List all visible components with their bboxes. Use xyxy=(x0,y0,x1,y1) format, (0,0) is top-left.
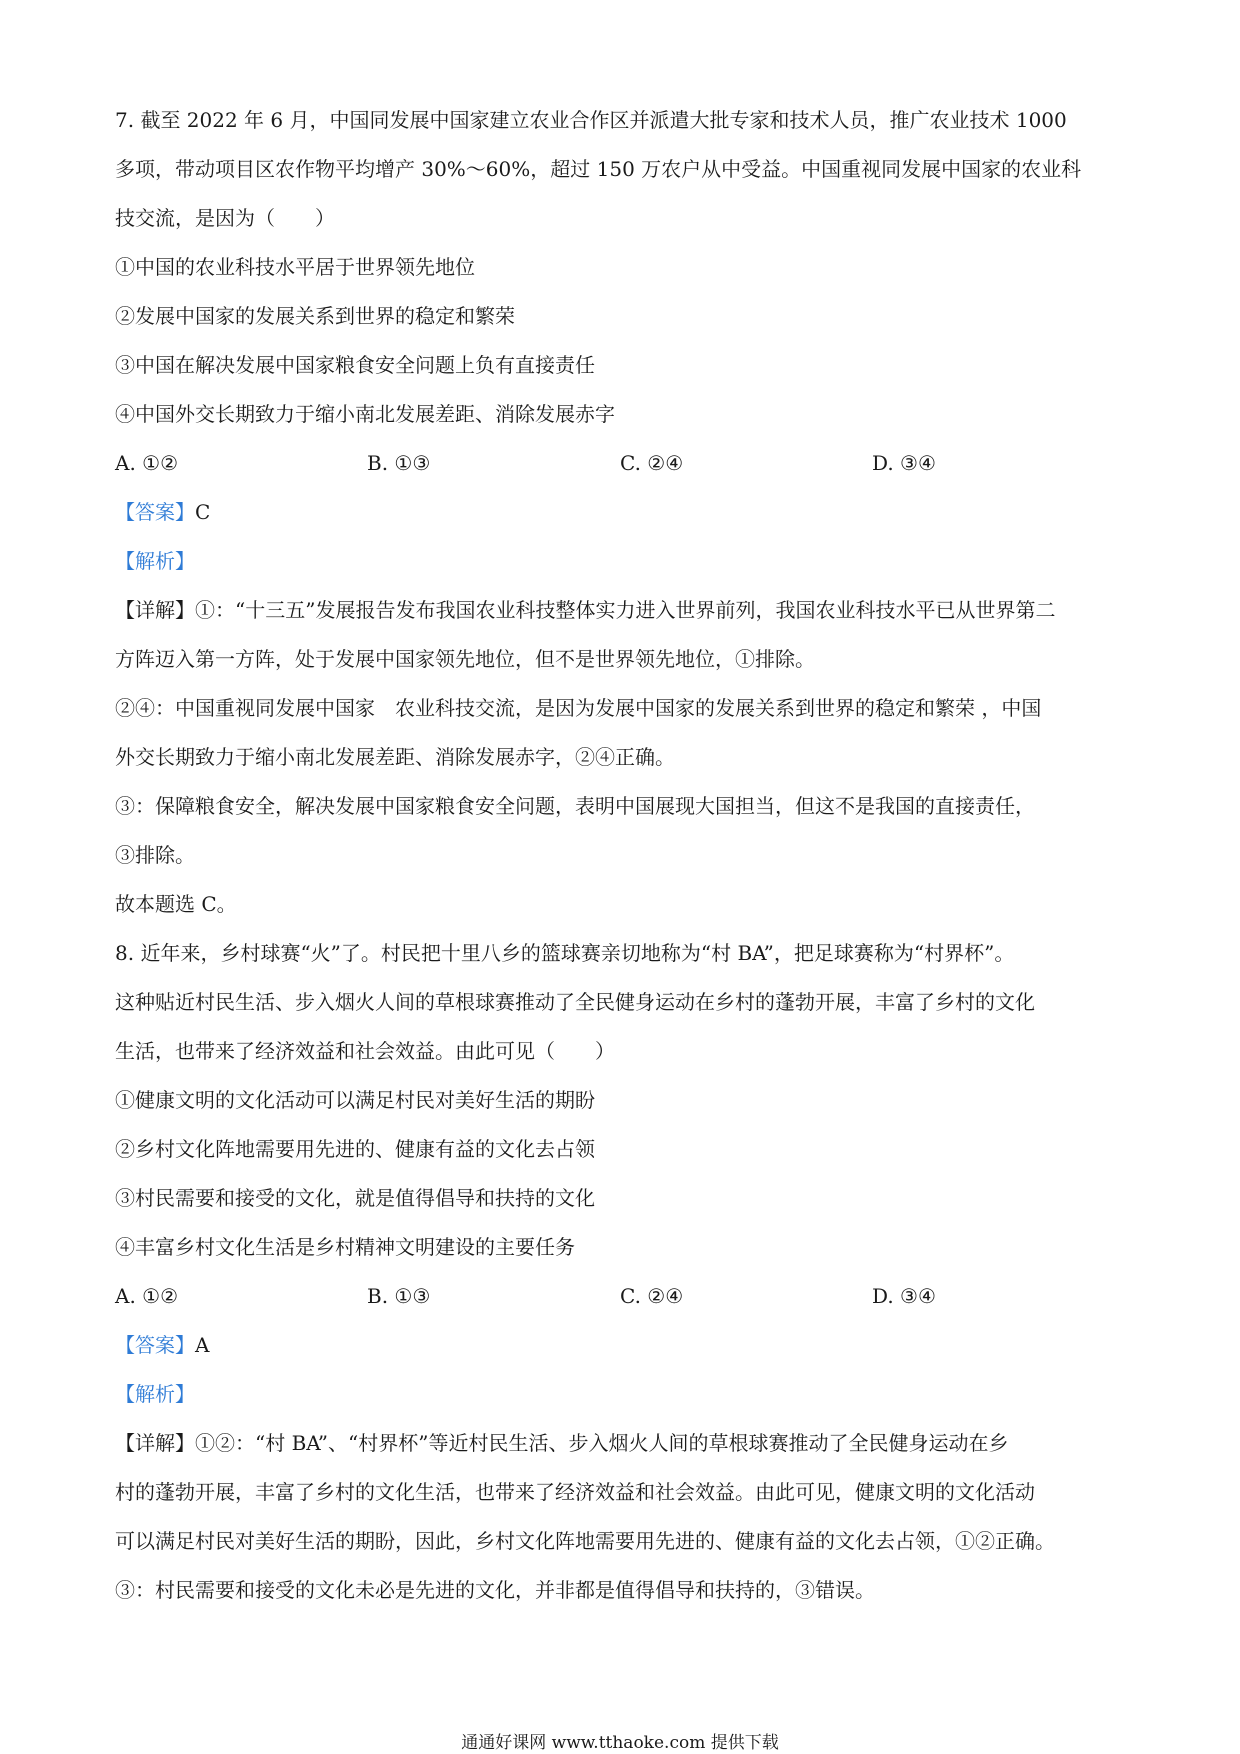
q7-detail-line-6: ③排除。 xyxy=(115,843,195,867)
q8-detail-tag: 【详解】 xyxy=(115,1431,195,1455)
q8-answer xyxy=(115,1321,1135,1370)
q8-option-a: A. ①② xyxy=(115,1284,179,1308)
q7-option-d: D. ③④ xyxy=(872,451,936,475)
q8-detail-line-1 xyxy=(115,1419,1135,1468)
q8-statement-3: ③村民需要和接受的文化，就是值得倡导和扶持的文化 xyxy=(115,1186,595,1210)
q8-detail-line-2: 村的蓬勃开展，丰富了乡村的文化生活，也带来了经济效益和社会效益。由此可见，健康文明的文化活动 xyxy=(115,1480,1035,1504)
q8-answer-value: A xyxy=(195,1333,210,1357)
q8-detail-text-1: ①②：“村 BA”、“村界杯”等近村民生活、步入烟火人间的草根球赛推动了全民健身运动在乡 xyxy=(195,1431,1009,1455)
q8-option-c: C. ②④ xyxy=(620,1284,684,1308)
q7-option-c: C. ②④ xyxy=(620,451,684,475)
q7-statement-4: ④中国外交长期致力于缩小南北发展差距、消除发展赤字 xyxy=(115,402,615,426)
q7-analysis-tag: 【解析】 xyxy=(115,549,195,573)
q7-detail-tag: 【详解】 xyxy=(115,598,195,622)
q7-stem-line-2: 多项，带动项目区农作物平均增产 30%～60%，超过 150 万农户从中受益。中国重视同发展中国家的农业科 xyxy=(115,157,1082,181)
q7-stem-line-3: 技交流，是因为（ ） xyxy=(115,206,335,230)
q8-detail-line-3: 可以满足村民对美好生活的期盼，因此，乡村文化阵地需要用先进的、健康有益的文化去占领，①②正确。 xyxy=(115,1529,1055,1553)
q8-statement-4: ④丰富乡村文化生活是乡村精神文明建设的主要任务 xyxy=(115,1235,575,1259)
q7-detail-text-1: ①：“十三五”发展报告发布我国农业科技整体实力进入世界前列，我国农业科技水平已从世界第二 xyxy=(195,598,1056,622)
q8-analysis-heading xyxy=(115,1370,1135,1419)
q7-options xyxy=(115,439,1135,488)
q8-option-d: D. ③④ xyxy=(872,1284,936,1308)
q8-options xyxy=(115,1272,1135,1321)
question-7 xyxy=(115,96,1135,929)
q8-statement-1: ①健康文明的文化活动可以满足村民对美好生活的期盼 xyxy=(115,1088,595,1112)
question-8 xyxy=(115,929,1135,1615)
q7-statement-2: ②发展中国家的发展关系到世界的稳定和繁荣 xyxy=(115,304,515,328)
q7-option-a: A. ①② xyxy=(115,451,179,475)
q8-option-b: B. ①③ xyxy=(367,1284,431,1308)
q7-detail-line-4: 外交长期致力于缩小南北发展差距、消除发展赤字，②④正确。 xyxy=(115,745,675,769)
q7-answer xyxy=(115,488,1135,537)
q7-detail-line-2: 方阵迈入第一方阵，处于发展中国家领先地位，但不是世界领先地位，①排除。 xyxy=(115,647,815,671)
q7-detail-line-5: ③：保障粮食安全，解决发展中国家粮食安全问题，表明中国展现大国担当，但这不是我国的直接责任， xyxy=(115,794,1035,818)
q8-stem-line-2: 这种贴近村民生活、步入烟火人间的草根球赛推动了全民健身运动在乡村的蓬勃开展，丰富了乡村的文化 xyxy=(115,990,1035,1014)
q8-stem-line-3: 生活，也带来了经济效益和社会效益。由此可见（ ） xyxy=(115,1039,615,1063)
q8-detail-line-4: ③：村民需要和接受的文化未必是先进的文化，并非都是值得倡导和扶持的，③错误。 xyxy=(115,1578,875,1602)
document-page xyxy=(115,96,1135,1615)
q8-stem-line-1: 8. 近年来，乡村球赛“火”了。村民把十里八乡的篮球赛亲切地称为“村 BA”，把足球赛称为“村界杯”。 xyxy=(115,941,1015,965)
footer-watermark: 通通好课网 www.tthaoke.com 提供下载 xyxy=(461,1733,779,1753)
q8-analysis-tag: 【解析】 xyxy=(115,1382,195,1406)
q7-answer-tag: 【答案】 xyxy=(115,500,195,524)
q8-answer-tag: 【答案】 xyxy=(115,1333,195,1357)
q7-detail-line-7: 故本题选 C。 xyxy=(115,892,237,916)
q7-detail-line-3: ②④：中国重视同发展中国家 农业科技交流，是因为发展中国家的发展关系到世界的稳定和繁荣 ，中国 xyxy=(115,696,1042,720)
q7-stem-line-1: 7. 截至 2022 年 6 月，中国同发展中国家建立农业合作区并派遣大批专家和技术人员，推广农业技术 1000 xyxy=(115,108,1067,132)
q7-answer-value: C xyxy=(195,500,211,524)
q7-statement-3: ③中国在解决发展中国家粮食安全问题上负有直接责任 xyxy=(115,353,595,377)
q8-statement-2: ②乡村文化阵地需要用先进的、健康有益的文化去占领 xyxy=(115,1137,595,1161)
q7-detail-line-1 xyxy=(115,586,1135,635)
q7-statement-1: ①中国的农业科技水平居于世界领先地位 xyxy=(115,255,475,279)
q7-option-b: B. ①③ xyxy=(367,451,431,475)
q7-analysis-heading xyxy=(115,537,1135,586)
